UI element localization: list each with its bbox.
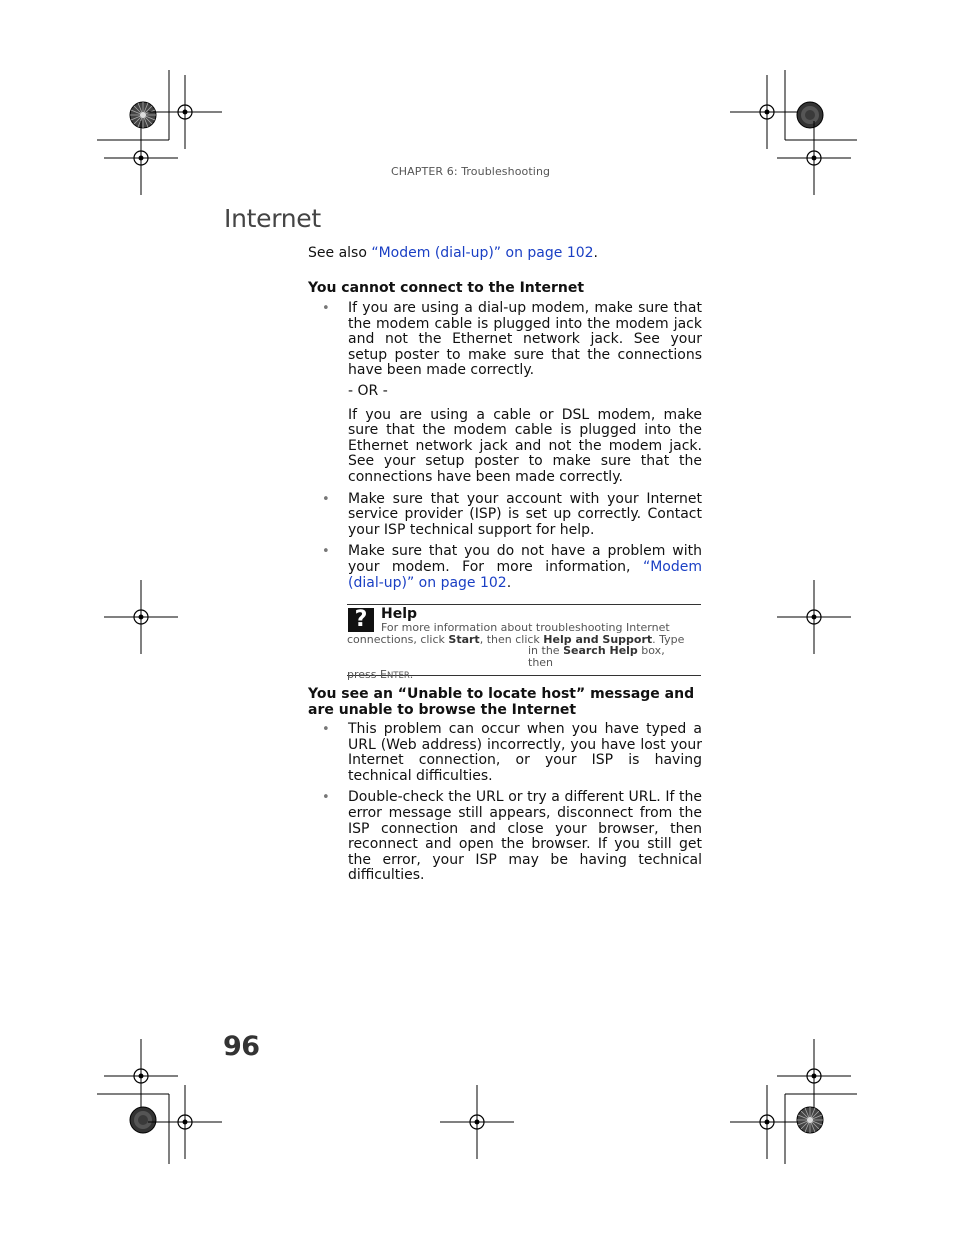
bullet-text: If you are using a cable or DSL modem, make sure that the modem cable is plugged into the Ethernet network jack and not the modem jack. See your setup poster to make sure that the connections have been made correctly. xyxy=(348,406,702,485)
help-text-line: , then click xyxy=(479,632,544,646)
help-text-line: . Type xyxy=(652,632,685,646)
see-also-suffix: . xyxy=(593,245,598,261)
help-text-line: box, then xyxy=(528,644,665,669)
list-item xyxy=(308,301,702,486)
bullet-text-suffix: . xyxy=(506,574,512,591)
cannot-connect-list xyxy=(308,301,702,597)
help-title: Help xyxy=(381,606,418,622)
bullet-text: If you are using a dial-up modem, make sure that the modem cable is plugged into the modem jack and not the Ethernet network jack. See your setup poster to make sure that the connections have been made correctly. xyxy=(348,300,702,379)
see-also-link[interactable]: “Modem (dial-up)” on page 102 xyxy=(371,245,594,261)
help-text-line: connections, click xyxy=(347,632,449,646)
chapter-header: CHAPTER 6: Troubleshooting xyxy=(391,165,551,178)
section-heading-cannot-connect: You cannot connect to the Internet xyxy=(308,280,585,296)
bullet-icon: • xyxy=(322,722,330,737)
page-title: Internet xyxy=(224,204,321,233)
help-text xyxy=(347,622,687,683)
help-question-icon: ? xyxy=(348,608,374,632)
help-text-line: press E xyxy=(347,668,387,682)
help-text-line: For more information about troubleshooting Internet xyxy=(381,621,670,634)
unable-to-locate-list xyxy=(308,722,702,890)
list-item xyxy=(308,544,702,591)
help-text-line: in the xyxy=(528,644,564,658)
enter-key-label: NTER xyxy=(386,671,410,682)
modem-link[interactable]: “Modem (dial-up)” on page 102 xyxy=(348,558,702,591)
section-heading-unable-to-locate: You see an “Unable to locate host” message and are unable to browse the Internet xyxy=(308,686,695,718)
page-number: 96 xyxy=(223,1031,260,1062)
bullet-text xyxy=(348,544,702,591)
bullet-icon: • xyxy=(322,491,330,507)
search-help-label: Search Help xyxy=(563,644,638,658)
bullet-text: Make sure that your account with your Internet service provider (ISP) is set up correctly. Contact your ISP technical support for help. xyxy=(348,490,702,538)
help-and-support-label: Help and Support xyxy=(543,632,653,646)
see-also-line xyxy=(308,245,598,261)
bullet-icon: • xyxy=(322,301,330,316)
list-item xyxy=(308,790,702,884)
list-item xyxy=(308,722,702,784)
bullet-text: Double-check the URL or try a different URL. If the error message still appears, disconnect from the ISP connection and close your browser, then reconnect and open the browser. If you still get the error, your ISP may be having technical difficulties. xyxy=(348,789,702,884)
bullet-text-prefix: Make sure that you do not have a problem with your modem. For more information, xyxy=(348,543,702,575)
list-item xyxy=(308,492,702,539)
bullet-icon: • xyxy=(322,544,330,560)
bullet-icon: • xyxy=(322,790,330,806)
see-also-prefix: See also xyxy=(308,245,372,261)
help-callout xyxy=(347,604,701,682)
or-separator: - OR - xyxy=(348,382,388,399)
start-label: Start xyxy=(448,632,480,646)
bullet-text: This problem can occur when you have typed a URL (Web address) incorrectly, you have lost your Internet connection, or your ISP is having technical difficulties. xyxy=(348,721,702,784)
help-text-line: . xyxy=(409,668,414,682)
